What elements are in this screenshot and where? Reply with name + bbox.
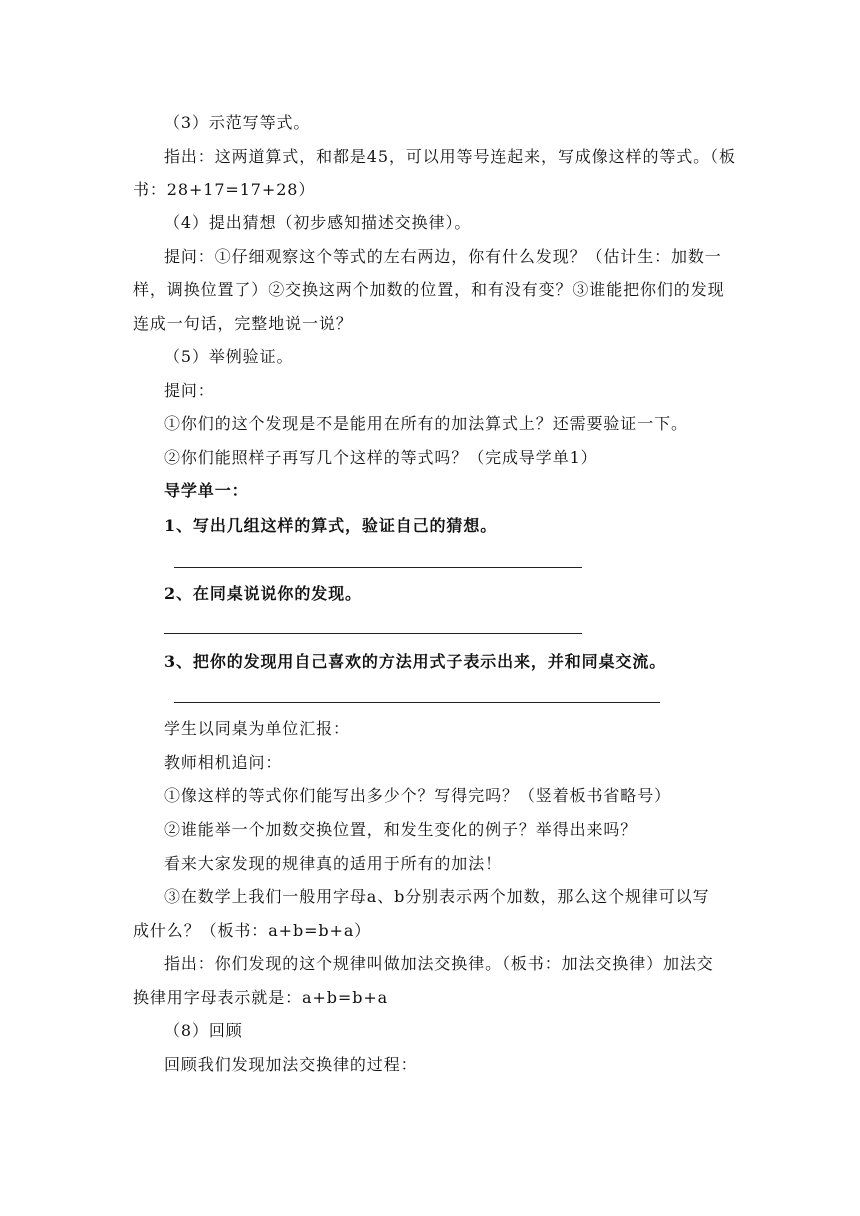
paragraph-line: ③在数学上我们一般用字母a、b分别表示两个加数，那么这个规律可以写	[164, 887, 710, 906]
worksheet-item-1: 1、写出几组这样的算式，验证自己的猜想。	[164, 516, 498, 535]
paragraph-line: 成什么？（板书：a+b=b+a）	[133, 921, 372, 940]
answer-line	[174, 702, 660, 703]
worksheet-item-2: 2、在同桌说说你的发现。	[164, 584, 362, 603]
paragraph-line: 看来大家发现的规律真的适用于所有的加法！	[164, 854, 503, 873]
paragraph-line: 样，调换位置了）②交换这两个加数的位置，和有没有变？③谁能把你们的发现	[133, 280, 725, 299]
paragraph-line: 指出：这两道算式，和都是45，可以用等号连起来，写成像这样的等式。（板	[164, 147, 736, 166]
paragraph-line: ②你们能照样子再写几个这样的等式吗？（完成导学单1）	[164, 448, 598, 467]
paragraph-line: 连成一句话，完整地说一说？	[133, 314, 353, 333]
step-8-heading: （8）回顾	[164, 1021, 243, 1040]
answer-line	[174, 567, 582, 568]
step-4-heading: （4）提出猜想（初步感知描述交换律）。	[164, 213, 472, 232]
paragraph-line: 指出：你们发现的这个规律叫做加法交换律。（板书：加法交换律）加法交	[164, 954, 714, 973]
paragraph-line: 教师相机追问：	[164, 753, 283, 772]
paragraph-line: ②谁能举一个加数交换位置，和发生变化的例子？举得出来吗？	[164, 820, 638, 839]
paragraph-line: 提问：	[164, 381, 215, 400]
paragraph-line: 回顾我们发现加法交换律的过程：	[164, 1055, 418, 1074]
paragraph-line: 提问：①仔细观察这个等式的左右两边，你有什么发现？（估计生：加数一	[164, 247, 722, 266]
paragraph-line: ①像这样的等式你们能写出多少个？写得完吗？（竖着板书省略号）	[164, 786, 672, 805]
step-5-heading: （5）举例验证。	[164, 347, 294, 366]
paragraph-line: 换律用字母表示就是：a+b=b+a	[133, 988, 389, 1007]
paragraph-line: ①你们的这个发现是不是能用在所有的加法算式上？还需要验证一下。	[164, 414, 688, 433]
step-3-heading: （3）示范写等式。	[164, 113, 311, 132]
worksheet-item-3: 3、把你的发现用自己喜欢的方法用式子表示出来，并和同桌交流。	[164, 652, 667, 671]
paragraph-line: 学生以同桌为单位汇报：	[164, 719, 350, 738]
answer-line	[164, 633, 582, 634]
paragraph-line: 书：28+17=17+28）	[133, 180, 316, 199]
worksheet-title: 导学单一：	[164, 481, 249, 500]
